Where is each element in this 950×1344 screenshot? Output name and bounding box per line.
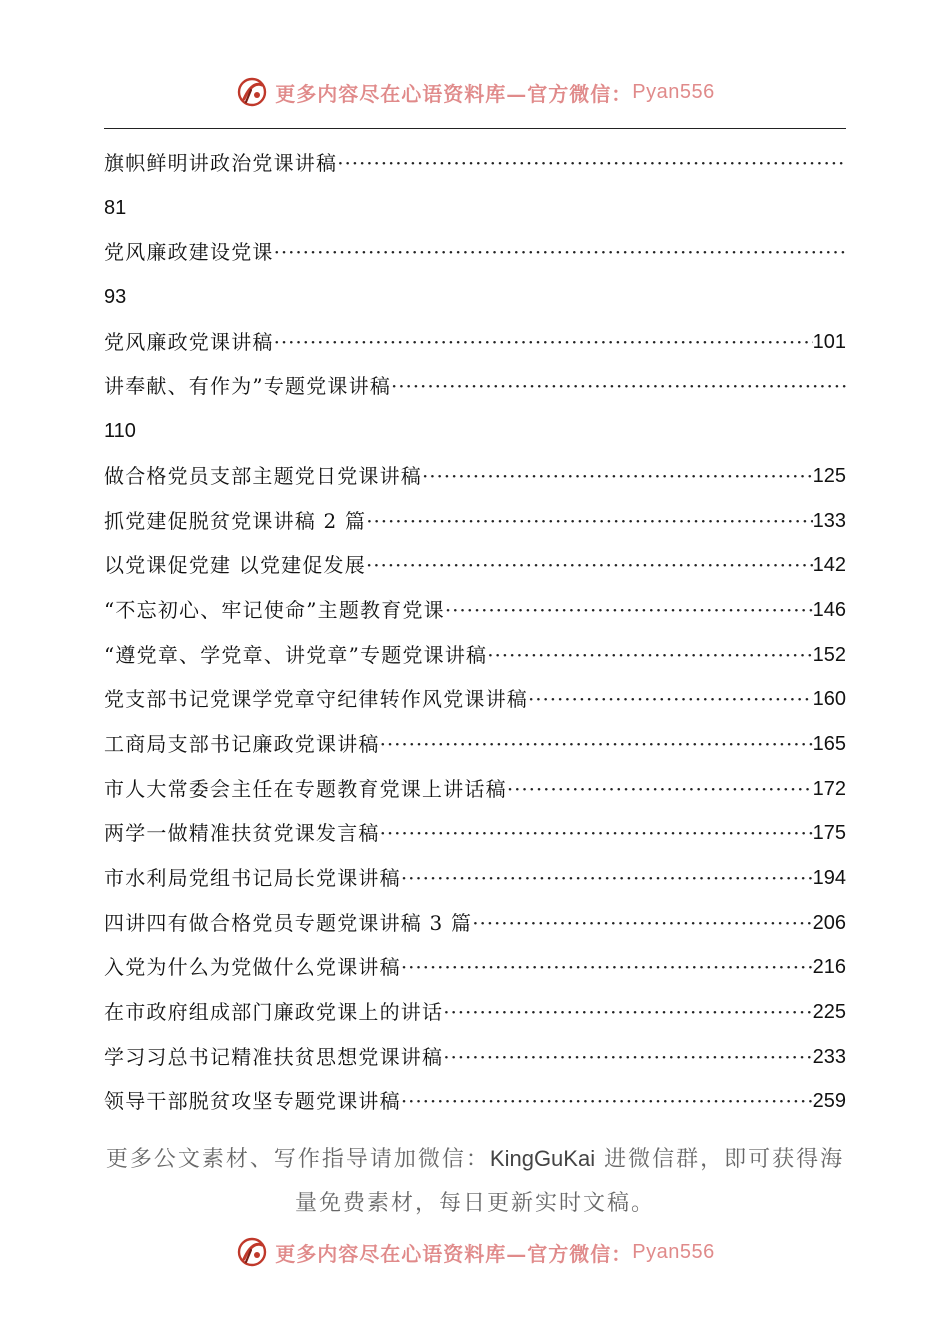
toc-entry-title: 市人大常委会主任在专题教育党课上讲话稿 [104,776,507,801]
brand-logo-icon [235,75,269,109]
toc-leader-dots [445,588,813,633]
toc-entry-page: 216 [812,956,846,979]
toc-entry[interactable] [104,677,846,722]
toc-entry[interactable] [104,767,846,812]
toc-entry-title: 抓党建促脱贫党课讲稿 2 篇 [104,508,367,533]
footer-banner-text: 更多内容尽在心语资料库—官方微信： [275,1241,633,1266]
toc-entry[interactable] [104,230,846,275]
toc-entry-page-line [104,186,846,231]
footer-banner [0,1232,950,1272]
toc-leader-dots [401,856,813,901]
header-banner-text: 更多内容尽在心语资料库—官方微信： [275,81,633,106]
table-of-contents [104,141,846,1124]
toc-entry-title: 旗帜鲜明讲政治党课讲稿 [104,151,338,175]
toc-entry-page: 101 [812,330,846,353]
toc-entry-page: 172 [812,777,846,800]
toc-entry-page: 81 [104,196,127,219]
toc-entry-page: 110 [104,420,136,443]
toc-entry-title: 入党为什么为党做什么党课讲稿 [104,955,401,980]
toc-leader-dots [380,722,813,767]
toc-entry-title: 领导干部脱贫攻坚专题党课讲稿 [104,1089,401,1114]
toc-entry-title: 以党课促党建 以党建促发展 [104,553,366,578]
toc-entry-page: 225 [812,1001,846,1024]
toc-entry[interactable] [104,811,846,856]
toc-entry-page: 125 [812,464,846,487]
toc-entry-title: 四讲四有做合格党员专题党课讲稿 3 篇 [104,910,473,935]
toc-entry-title: 市水利局党组书记局长党课讲稿 [104,866,401,890]
toc-leader-dots [274,230,846,275]
toc-leader-dots [366,499,812,544]
footer-note-wechat: KingGuKai [489,1146,596,1171]
brand-logo-icon [235,1235,269,1269]
toc-leader-dots [380,811,813,856]
toc-entry-title: “不忘初心、牢记使命”主题教育党课 [104,597,445,622]
toc-entry[interactable] [104,454,846,499]
toc-leader-dots [274,320,813,365]
toc-entry-title: 讲奉献、有作为”专题党课讲稿 [104,374,392,399]
toc-entry-page: 165 [812,732,846,755]
toc-leader-dots [487,633,812,678]
toc-entry[interactable] [104,364,846,409]
toc-entry[interactable] [104,990,846,1035]
footer-banner-wechat-id: Pyan556 [632,1240,715,1263]
toc-entry-page: 206 [812,911,846,934]
toc-leader-dots [337,141,846,186]
toc-leader-dots [366,543,813,588]
toc-entry-page: 233 [812,1045,846,1068]
toc-entry[interactable] [104,588,846,633]
toc-entry[interactable] [104,1035,846,1080]
toc-entry-title: 学习习总书记精准扶贫思想党课讲稿 [104,1044,444,1069]
toc-entry[interactable] [104,320,846,365]
toc-entry-page: 133 [812,509,846,532]
toc-entry-page: 160 [812,688,846,711]
toc-entry[interactable] [104,141,846,186]
toc-leader-dots [507,767,813,812]
toc-entry-title: 工商局支部书记廉政党课讲稿 [104,731,380,756]
toc-entry[interactable] [104,543,846,588]
toc-entry[interactable] [104,945,846,990]
toc-entry-title: 在市政府组成部门廉政党课上的讲话 [104,1000,444,1025]
header-banner-wechat-id: Pyan556 [632,80,715,103]
toc-leader-dots [443,1035,812,1080]
toc-entry-page: 146 [812,598,846,621]
toc-entry-title: 党支部书记党课学党章守纪律转作风党课讲稿 [104,687,528,712]
toc-entry-title: 党风廉政建设党课 [104,240,274,265]
toc-entry[interactable] [104,633,846,678]
toc-leader-dots [472,901,812,946]
toc-entry[interactable] [104,499,846,544]
toc-entry-title: “遵党章、学党章、讲党章”专题党课讲稿 [104,642,488,667]
toc-entry-title: 做合格党员支部主题党日党课讲稿 [104,463,422,488]
header-divider [104,128,846,129]
toc-leader-dots [401,1079,813,1124]
toc-entry-page: 142 [812,554,846,577]
toc-leader-dots [391,364,846,409]
toc-entry-page: 175 [812,822,846,845]
toc-entry-title: 党风廉政党课讲稿 [104,329,274,354]
footer-note-text-cont: 进微信群，即可获得海量免费素材，每日更新实时文稿。 [294,1147,845,1216]
toc-leader-dots [528,677,813,722]
toc-entry-page-line [104,275,846,320]
header-banner [0,72,950,112]
toc-entry-title: 两学一做精准扶贫党课发言稿 [104,821,380,846]
toc-leader-dots [401,945,813,990]
toc-entry[interactable] [104,1079,846,1124]
toc-entry-page: 259 [812,1090,846,1113]
toc-entry-page-line [104,409,846,454]
toc-entry-page: 152 [812,643,846,666]
toc-entry[interactable] [104,856,846,901]
footer-note [104,1137,846,1226]
toc-leader-dots [422,454,813,499]
toc-entry[interactable] [104,901,846,946]
toc-entry[interactable] [104,722,846,767]
toc-leader-dots [443,990,812,1035]
toc-entry-page: 194 [812,867,846,889]
toc-entry-page: 93 [104,286,127,309]
footer-note-text: 更多公文素材、写作指导请加微信： [105,1147,490,1172]
